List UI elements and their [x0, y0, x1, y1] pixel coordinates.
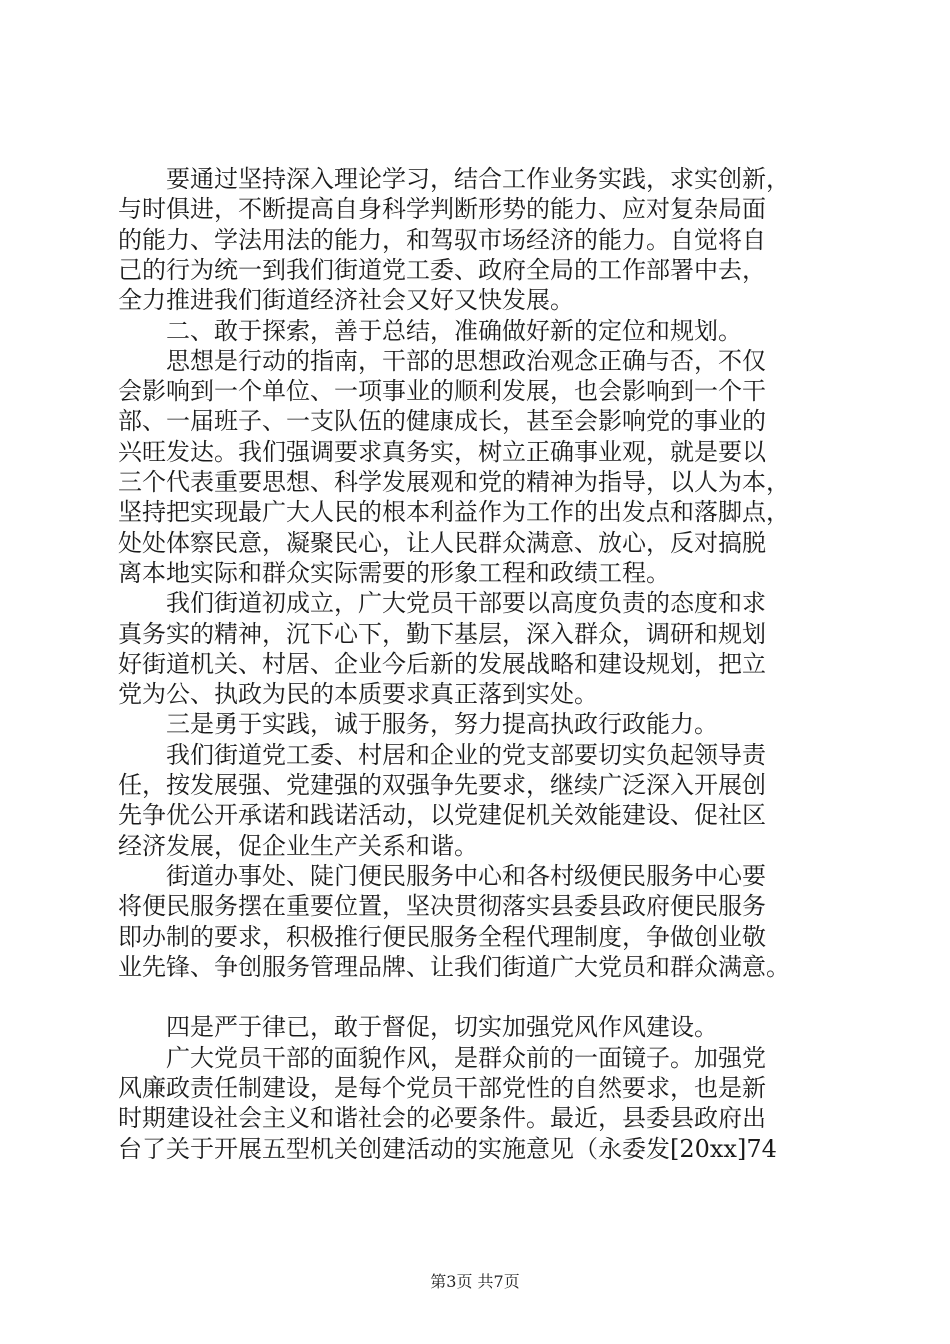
- text-line: 台了关于开展五型机关创建活动的实施意见（永委发[20xx]74: [118, 1134, 777, 1163]
- page-footer: 第3页 共7页: [430, 1272, 520, 1291]
- text-line: 任，按发展强、党建强的双强争先要求，继续广泛深入开展创: [118, 771, 766, 799]
- text-line: 坚持把实现最广大人民的根本利益作为工作的出发点和落脚点，: [118, 498, 790, 527]
- text-line: 四是严于律已，敢于督促，切实加强党风作风建设。: [118, 1013, 718, 1042]
- text-line: 我们街道初成立，广大党员干部要以高度负责的态度和求: [118, 589, 766, 618]
- text-line: 三是勇于实践，诚于服务，努力提高执政行政能力。: [118, 710, 718, 739]
- text-line: 风廉政责任制建设，是每个党员干部党性的自然要求，也是新: [118, 1074, 766, 1102]
- text-line: 要通过坚持深入理论学习，结合工作业务实践，求实创新，: [118, 165, 790, 193]
- text-line: 经济发展，促企业生产关系和谐。: [118, 831, 478, 860]
- text-line: 思想是行动的指南，干部的思想政治观念正确与否，不仅: [118, 346, 766, 375]
- text-line: 己的行为统一到我们街道党工委、政府全局的工作部署中去，: [118, 255, 766, 284]
- text-line: 全力推进我们街道经济社会又好又快发展。: [118, 286, 574, 315]
- text-line: 二、敢于探索，善于总结，准确做好新的定位和规划。: [118, 316, 742, 345]
- text-line: 部、一届班子、一支队伍的健康成长，甚至会影响党的事业的: [118, 407, 766, 436]
- text-line: 街道办事处、陡门便民服务中心和各村级便民服务中心要: [118, 861, 766, 890]
- text-line: 真务实的精神，沉下心下，勤下基层，深入群众，调研和规划: [118, 619, 766, 648]
- text-line: 即办制的要求，积极推行便民服务全程代理制度，争做创业敬: [118, 922, 766, 951]
- text-line: 离本地实际和群众实际需要的形象工程和政绩工程。: [118, 558, 670, 587]
- text-line: 将便民服务摆在重要位置，坚决贯彻落实县委县政府便民服务: [118, 892, 766, 921]
- text-line: 处处体察民意，凝聚民心，让人民群众满意、放心，反对搞脱: [118, 528, 766, 557]
- text-line: 党为公、执政为民的本质要求真正落到实处。: [118, 680, 598, 709]
- text-line: 时期建设社会主义和谐社会的必要条件。最近，县委县政府出: [118, 1104, 766, 1133]
- text-line: 广大党员干部的面貌作风，是群众前的一面镜子。加强党: [118, 1043, 766, 1072]
- text-line: 的能力、学法用法的能力，和驾驭市场经济的能力。自觉将自: [118, 225, 766, 254]
- text-line: 兴旺发达。我们强调要求真务实，树立正确事业观，就是要以: [118, 437, 766, 466]
- text-line: 好街道机关、村居、企业今后新的发展战略和建设规划，把立: [118, 649, 766, 678]
- text-line: 先争优公开承诺和践诺活动，以党建促机关效能建设、促社区: [118, 801, 766, 830]
- text-line: 会影响到一个单位、一项事业的顺利发展，也会影响到一个干: [118, 377, 766, 406]
- text-line: 与时俱进，不断提高自身科学判断形势的能力、应对复杂局面: [118, 195, 766, 224]
- text-line: 业先锋、争创服务管理品牌、让我们街道广大党员和群众满意。: [118, 952, 790, 981]
- text-line: 我们街道党工委、村居和企业的党支部要切实负起领导责: [118, 740, 766, 769]
- text-line: 三个代表重要思想、科学发展观和党的精神为指导，以人为本，: [118, 468, 790, 496]
